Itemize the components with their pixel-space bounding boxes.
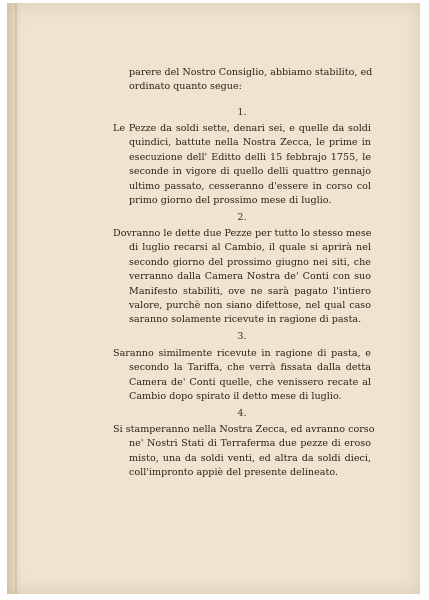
text-line: primo giorno del prossimo mese di luglio. [129,195,332,207]
article-3-paragraph [113,347,371,405]
text-line: secondo la Tariffa, che verrà fissata dalla detta [129,362,371,374]
text-line: parere del Nostro Consiglio, abbiamo stabilito, ed [129,67,373,78]
text-line: ordinato quanto segue: [129,81,242,93]
text-line: Cambio dopo spirato il detto mese di luglio. [129,391,342,403]
text-line: Saranno similmente ricevute in ragione di pasta, e [113,348,371,359]
text-line: valore, purchè non siano difettose, nel qual caso [129,300,371,312]
text-line: Le Pezze da soldi sette, denari sei, e quelle da soldi [113,123,371,134]
text-line: Si stamperanno nella Nostra Zecca, ed avranno corso [113,424,375,435]
document-page [7,3,420,594]
text-line: ultimo passato, cesseranno d'essere in corso col [129,180,371,192]
text-line: verranno dalla Camera Nostra de' Conti con suo [129,271,371,283]
text-line: Camera de' Conti quelle, che venissero recate al [129,376,371,388]
page-fold-mark [15,3,17,594]
article-number: 1. [237,107,247,118]
text-line: ne' Nostri Stati di Terraferma due pezze di eroso [129,438,371,450]
article-1-paragraph [113,122,371,208]
article-number: 4. [237,408,247,419]
intro-paragraph [113,66,371,95]
article-number: 3. [237,331,247,342]
text-line: misto, una da soldi venti, ed altra da soldi dieci, [129,452,371,464]
text-line: Manifesto stabiliti, ove ne sarà pagato l'intiero [129,285,371,297]
article-2-paragraph [113,227,371,328]
text-line: Dovranno le dette due Pezze per tutto lo stesso mese [113,228,372,239]
text-line: quindici, battute nella Nostra Zecca, le prime in [129,137,371,149]
text-line: seconde in vigore di quello delli quattro gennajo [129,166,371,178]
text-line: secondo giorno del prossimo giugno nei siti, che [129,256,371,268]
article-number: 2. [237,212,247,223]
text-line: esecuzione dell' Editto delli 15 febbrajo 1755, le [129,151,371,163]
page-edge-shadow [7,3,21,594]
article-4-paragraph [113,423,375,481]
text-line: saranno solamente ricevute in ragione di pasta. [129,314,362,326]
text-line: di luglio recarsi al Cambio, il quale si aprirà nel [129,242,371,254]
text-line: coll'impronto appiè del presente delineato. [129,467,338,479]
